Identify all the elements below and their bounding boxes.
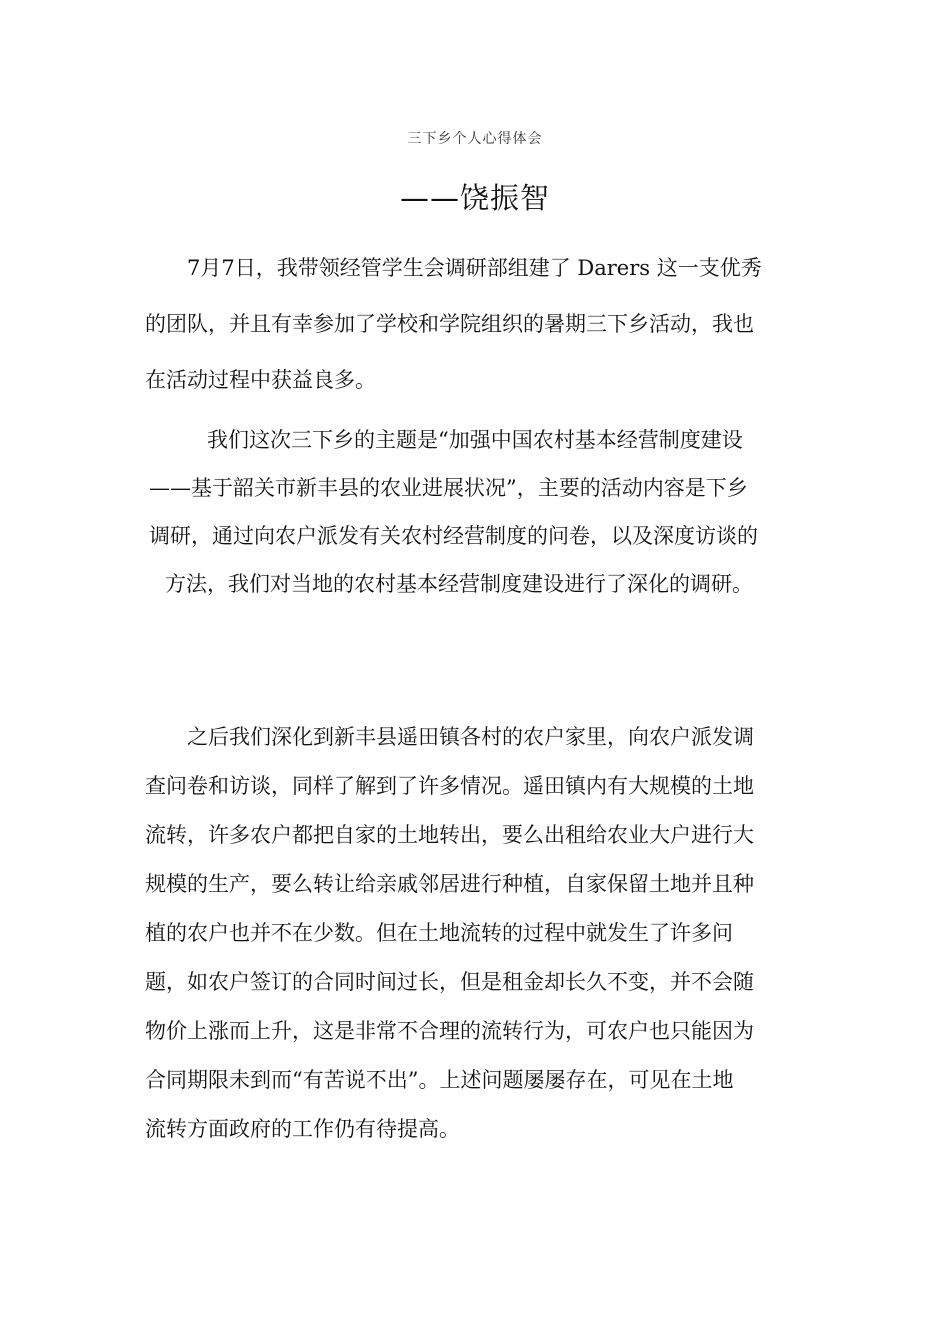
author-line: ——饶振智	[399, 181, 550, 215]
paragraph-line: 的团队，并且有幸参加了学校和学院组织的暑期三下乡活动，我也	[145, 312, 754, 336]
paragraph-line: 植的农户也并不在少数。但在土地流转的过程中就发生了许多问	[145, 921, 733, 945]
paragraph-line: 之后我们深化到新丰县遥田镇各村的农户家里，向农户派发调	[187, 725, 754, 749]
paragraph-line: 物价上涨而上升，这是非常不合理的流转行为，可农户也只能因为	[145, 1019, 754, 1043]
paragraph-3	[145, 727, 805, 1168]
paragraph-line: 方法，我们对当地的农村基本经营制度建设进行了深化的调研。	[165, 572, 753, 596]
paragraph-1	[145, 258, 805, 426]
document-subtitle: 三下乡个人心得体会	[407, 131, 543, 147]
paragraph-line: 流转方面政府的工作仍有待提高。	[145, 1117, 460, 1141]
paragraph-line: 合同期限未到而“有苦说不出”。上述问题屡屡存在，可见在土地	[145, 1068, 734, 1092]
paragraph-line: 流转，许多农户都把自家的土地转出，要么出租给农业大户进行大	[145, 823, 754, 847]
paragraph-line: 7月7日，我带领经管学生会调研部组建了 Darers 这一支优秀	[187, 256, 762, 280]
paragraph-line: 规模的生产，要么转让给亲戚邻居进行种植，自家保留土地并且种	[145, 872, 754, 896]
paragraph-line: 调研，通过向农户派发有关农村经营制度的问卷，以及深度访谈的	[149, 524, 758, 548]
paragraph-line: 查问卷和访谈，同样了解到了许多情况。遥田镇内有大规模的土地	[145, 774, 754, 798]
paragraph-line: 在活动过程中获益良多。	[145, 368, 376, 392]
paragraph-line: ——基于韶关市新丰县的农业进展状况”，主要的活动内容是下乡	[149, 476, 748, 500]
paragraph-2	[145, 430, 805, 622]
paragraph-line: 我们这次三下乡的主题是“加强中国农村基本经营制度建设	[207, 428, 743, 452]
paragraph-line: 题，如农户签订的合同时间过长，但是租金却长久不变，并不会随	[145, 970, 754, 994]
